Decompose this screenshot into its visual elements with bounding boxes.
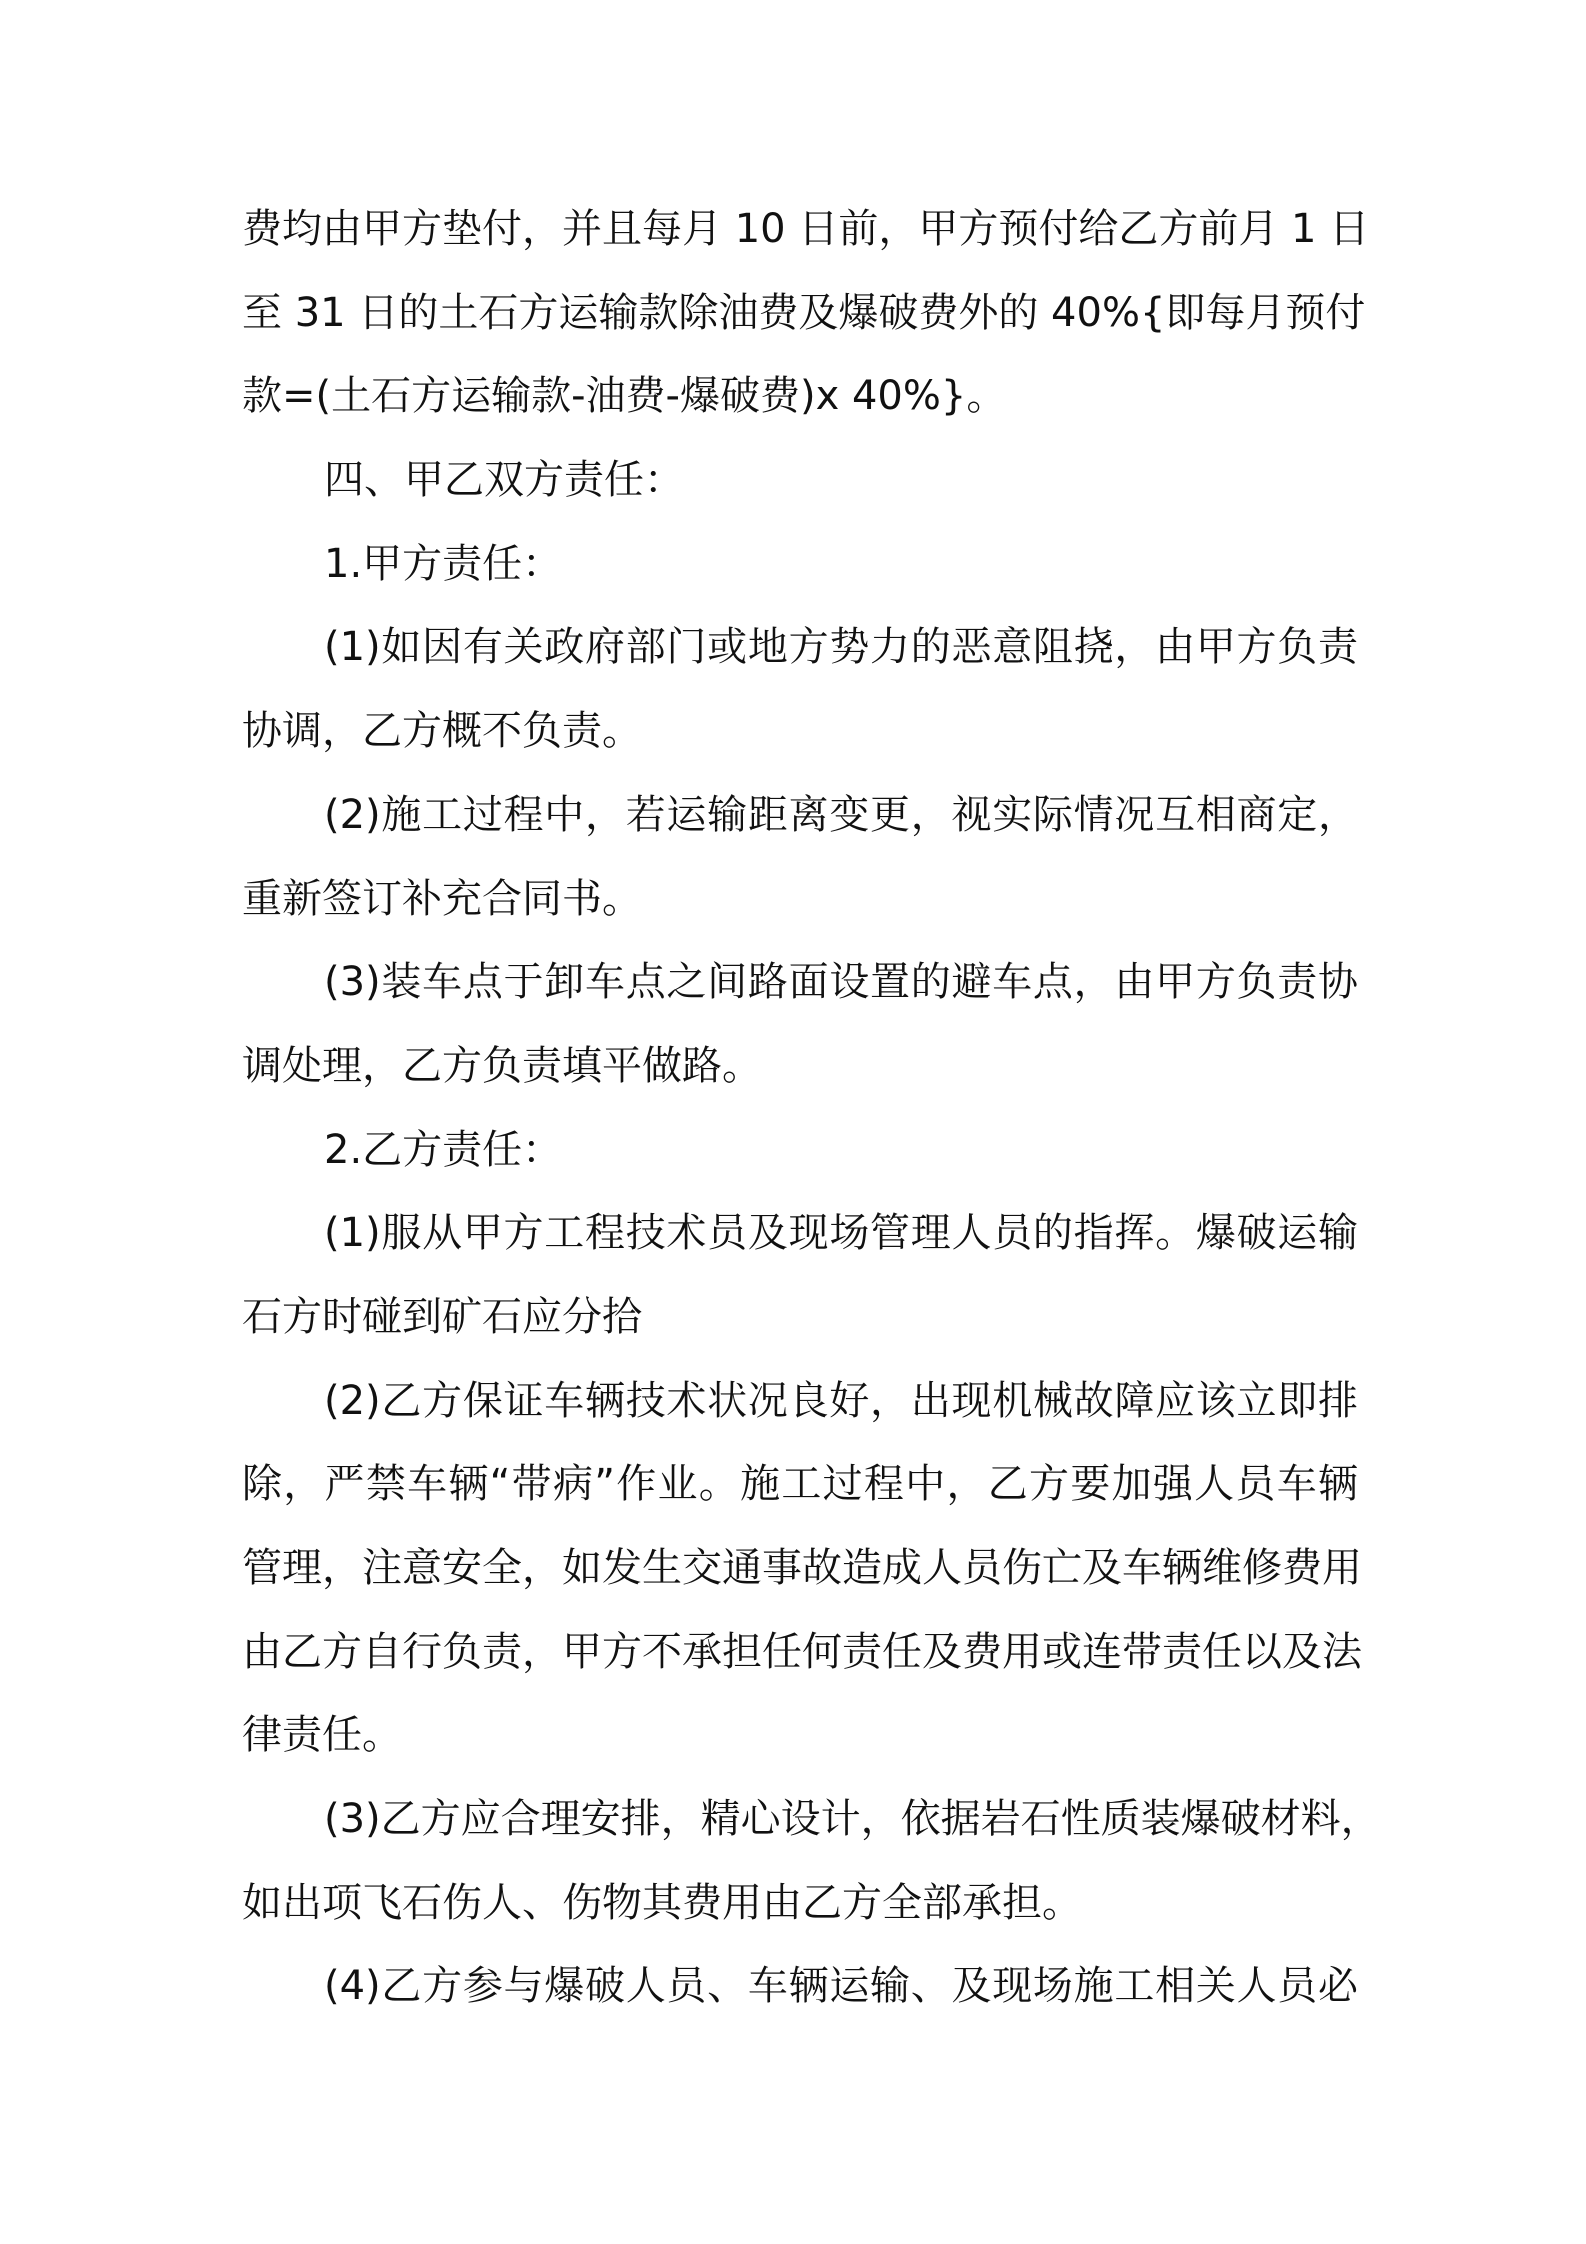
paragraph-line: 至 31 日的土石方运输款除油费及爆破费外的 40%{即每月预付 <box>242 289 1366 336</box>
paragraph-line: (3)乙方应合理安排，精心设计，依据岩石性质装爆破材料， <box>324 1796 1381 1843</box>
paragraph-line: 除，严禁车辆“带病”作业。施工过程中，乙方要加强人员车辆 <box>242 1461 1358 1508</box>
paragraph-line: (1)如因有关政府部门或地方势力的恶意阻挠，由甲方负责 <box>324 624 1358 671</box>
paragraph-line: (2)施工过程中，若运输距离变更，视实际情况互相商定， <box>324 791 1358 838</box>
subsection-heading: 1.甲方责任： <box>324 540 563 587</box>
paragraph-line: 律责任。 <box>242 1712 402 1759</box>
paragraph-line: 石方时碰到矿石应分拾 <box>242 1293 642 1340</box>
paragraph-line: 由乙方自行负责，甲方不承担任何责任及费用或连带责任以及法 <box>242 1628 1362 1675</box>
paragraph-line: 重新签订补充合同书。 <box>242 875 642 922</box>
paragraph-line: (2)乙方保证车辆技术状况良好，出现机械故障应该立即排 <box>324 1377 1358 1424</box>
paragraph-line: 调处理，乙方负责填平做路。 <box>242 1042 762 1089</box>
paragraph-line: 管理，注意安全，如发生交通事故造成人员伤亡及车辆维修费用 <box>242 1545 1362 1591</box>
section-heading: 四、甲乙双方责任： <box>324 457 684 504</box>
paragraph-line: (1)服从甲方工程技术员及现场管理人员的指挥。爆破运输 <box>324 1210 1358 1257</box>
document-body <box>242 188 1381 2029</box>
paragraph-line: (3)装车点于卸车点之间路面设置的避车点，由甲方负责协 <box>324 959 1358 1006</box>
paragraph-line: 费均由甲方垫付，并且每月 10 日前，甲方预付给乙方前月 1 日 <box>242 206 1370 252</box>
paragraph-line: 款=(土石方运输款-油费-爆破费)x 40%}。 <box>242 373 1007 420</box>
subsection-heading: 2.乙方责任： <box>324 1126 563 1173</box>
paragraph-line: 如出项飞石伤人、伤物其费用由乙方全部承担。 <box>242 1879 1082 1926</box>
paragraph-line: 协调，乙方概不负责。 <box>242 708 642 755</box>
paragraph-line: (4)乙方参与爆破人员、车辆运输、及现场施工相关人员必 <box>324 1963 1358 2010</box>
